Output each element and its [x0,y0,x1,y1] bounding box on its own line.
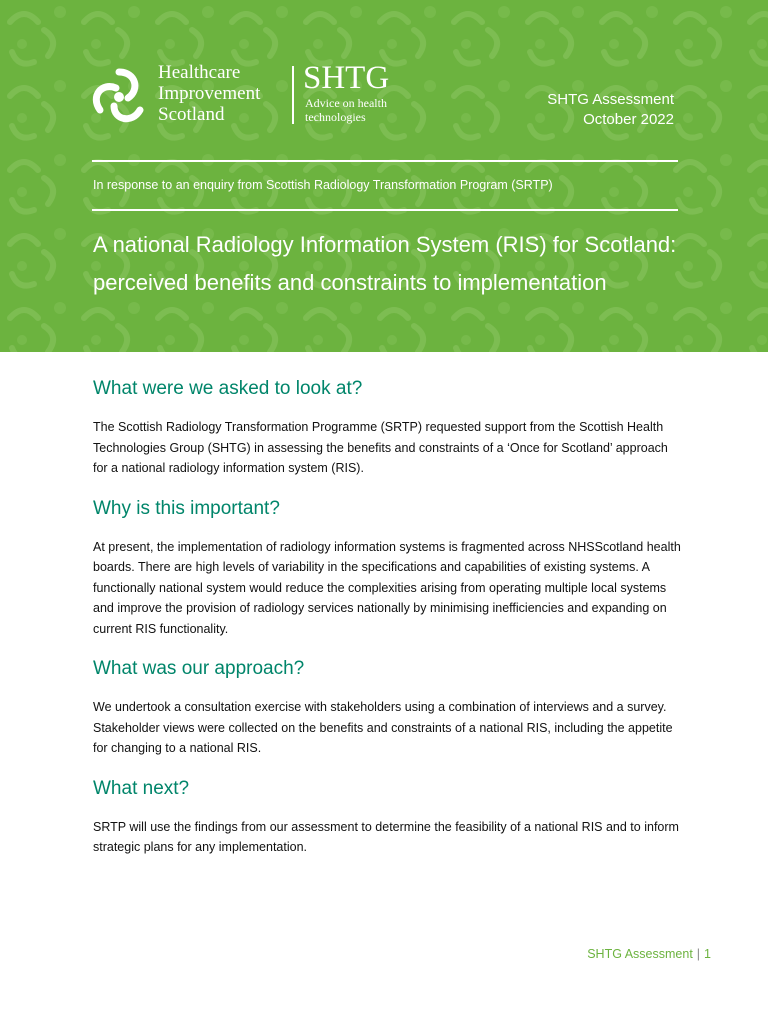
section-next [93,772,683,858]
section-body: At present, the implementation of radiology information systems is fragmented across NHSScotland health boards. There are high levels of variability in the specifications and capabilities of existing systems. A functionally national system would reduce the complexities arising from operating multiple local systems and improve the provision of radiology services nationally by minimising inefficiencies and expanding on current RIS functionality. [93,539,681,636]
page-number: 1 [704,947,711,961]
assessment-info [547,90,674,130]
enquiry-statement: In response to an enquiry from Scottish Radiology Transformation Program (SRTP) [93,178,553,192]
logo-line: Scotland [158,104,225,125]
header-divider-top [92,160,678,162]
logo-line: Healthcare [158,62,241,83]
header-divider-bottom [92,209,678,211]
logo-divider [292,66,294,124]
page-footer [587,947,711,961]
section-importance [93,492,683,640]
his-triskelion-icon [88,64,150,126]
logo-line: Improvement [158,83,261,104]
section-asked [93,372,683,479]
his-wordmark [158,62,260,125]
section-heading: Why is this important? [93,497,280,519]
footer-label: SHTG Assessment [587,947,693,961]
section-body: The Scottish Radiology Transformation Programme (SRTP) requested support from the Scottish Health Technologies Group (SHTG) in assessing the benefits and constraints of a ‘Once for Scotland’ approach for a national radiology information system (RIS). [93,420,668,475]
main-content [93,372,683,871]
shtg-tagline: Advice on health technologies [305,96,387,124]
section-heading: What next? [93,777,190,799]
section-body: SRTP will use the findings from our assessment to determine the feasibility of a national RIS and to inform strategic plans for any implementation. [93,819,679,854]
section-approach [93,652,683,759]
header-banner [0,0,768,352]
footer-separator: | [696,947,701,961]
document-title: A national Radiology Information System (RIS) for Scotland: perceived benefits and constraints to implementation [93,232,677,295]
section-body: We undertook a consultation exercise with stakeholders using a combination of interviews and a survey. Stakeholder views were collected on the benefits and constraints of a national RIS, including the appetite for changing to a national RIS. [93,700,673,755]
healthcare-improvement-scotland-logo [88,62,418,130]
assessment-date: October 2022 [583,111,674,128]
section-heading: What was our approach? [93,658,305,679]
shtg-wordmark: SHTG [303,60,390,96]
assessment-label: SHTG Assessment [547,91,674,108]
section-heading: What were we asked to look at? [93,378,363,399]
